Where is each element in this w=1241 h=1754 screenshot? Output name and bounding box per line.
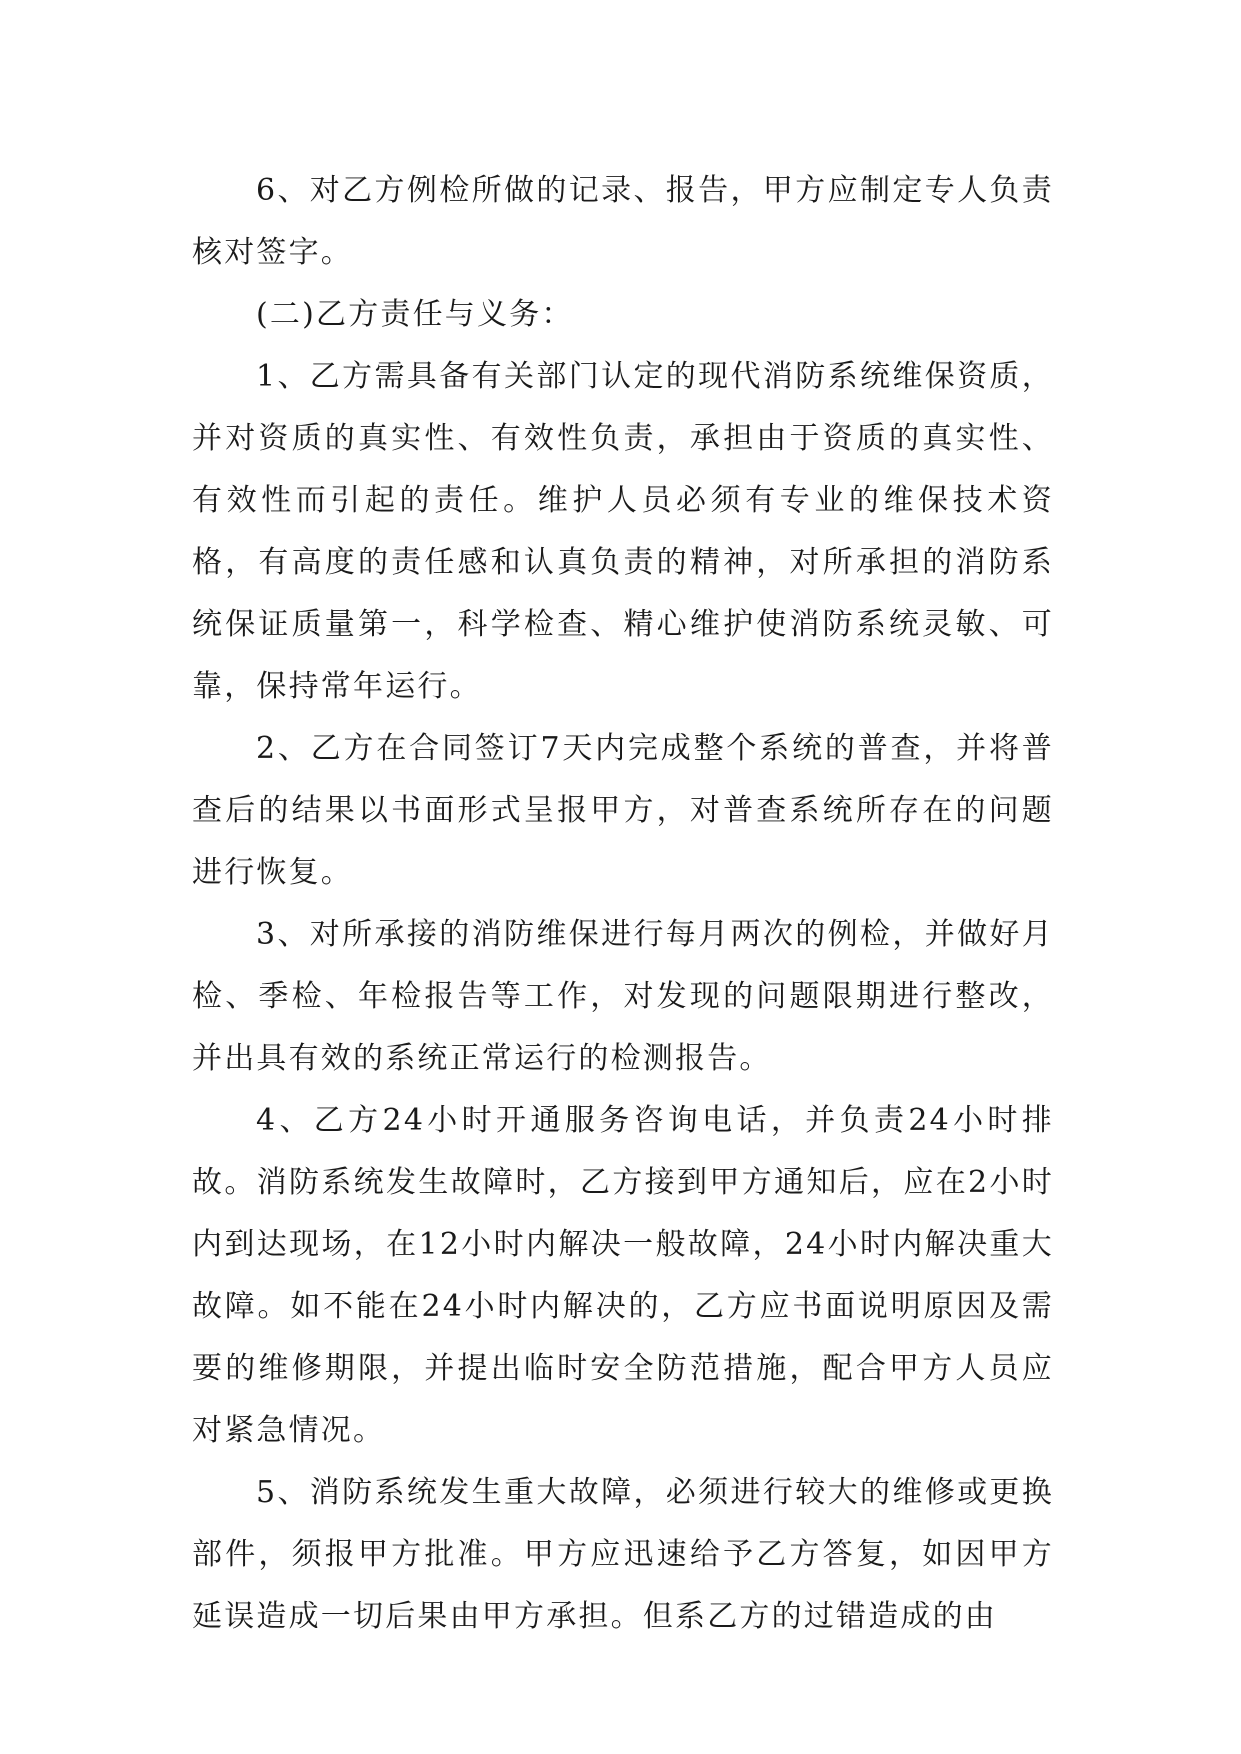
clause-5-paragraph: 5、消防系统发生重大故障，必须进行较大的维修或更换部件，须报甲方批准。甲方应迅速给予乙方答复，如因甲方延误造成一切后果由甲方承担。但系乙方的过错造成的由 [192, 1475, 1054, 1634]
clause-4-paragraph: 4、乙方24小时开通服务咨询电话，并负责24小时排故。消防系统发生故障时，乙方接到甲方通知后，应在2小时内到达现场，在12小时内解决一般故障，24小时内解决重大故障。如不能在24小时内解决的，乙方应书面说明原因及需要的维修期限，并提出临时安全防范措施，配合甲方人员应对紧急情况。 [192, 1103, 1054, 1448]
clause-6-paragraph: 6、对乙方例检所做的记录、报告，甲方应制定专人负责核对签字。 [192, 173, 1054, 270]
clause-1-paragraph: 1、乙方需具备有关部门认定的现代消防系统维保资质，并对资质的真实性、有效性负责，承担由于资质的真实性、有效性而引起的责任。维护人员必须有专业的维保技术资格，有高度的责任感和认真负责的精神，对所承担的消防系统保证质量第一，科学检查、精心维护使消防系统灵敏、可靠，保持常年运行。 [192, 359, 1054, 704]
clause-3-paragraph: 3、对所承接的消防维保进行每月两次的例检，并做好月检、季检、年检报告等工作，对发现的问题限期进行整改，并出具有效的系统正常运行的检测报告。 [192, 917, 1054, 1076]
document-page [192, 160, 1054, 1648]
clause-2-paragraph: 2、乙方在合同签订7天内完成整个系统的普查，并将普查后的结果以书面形式呈报甲方，对普查系统所存在的问题进行恢复。 [192, 731, 1054, 890]
section-heading-party-b: (二)乙方责任与义务： [256, 297, 574, 332]
